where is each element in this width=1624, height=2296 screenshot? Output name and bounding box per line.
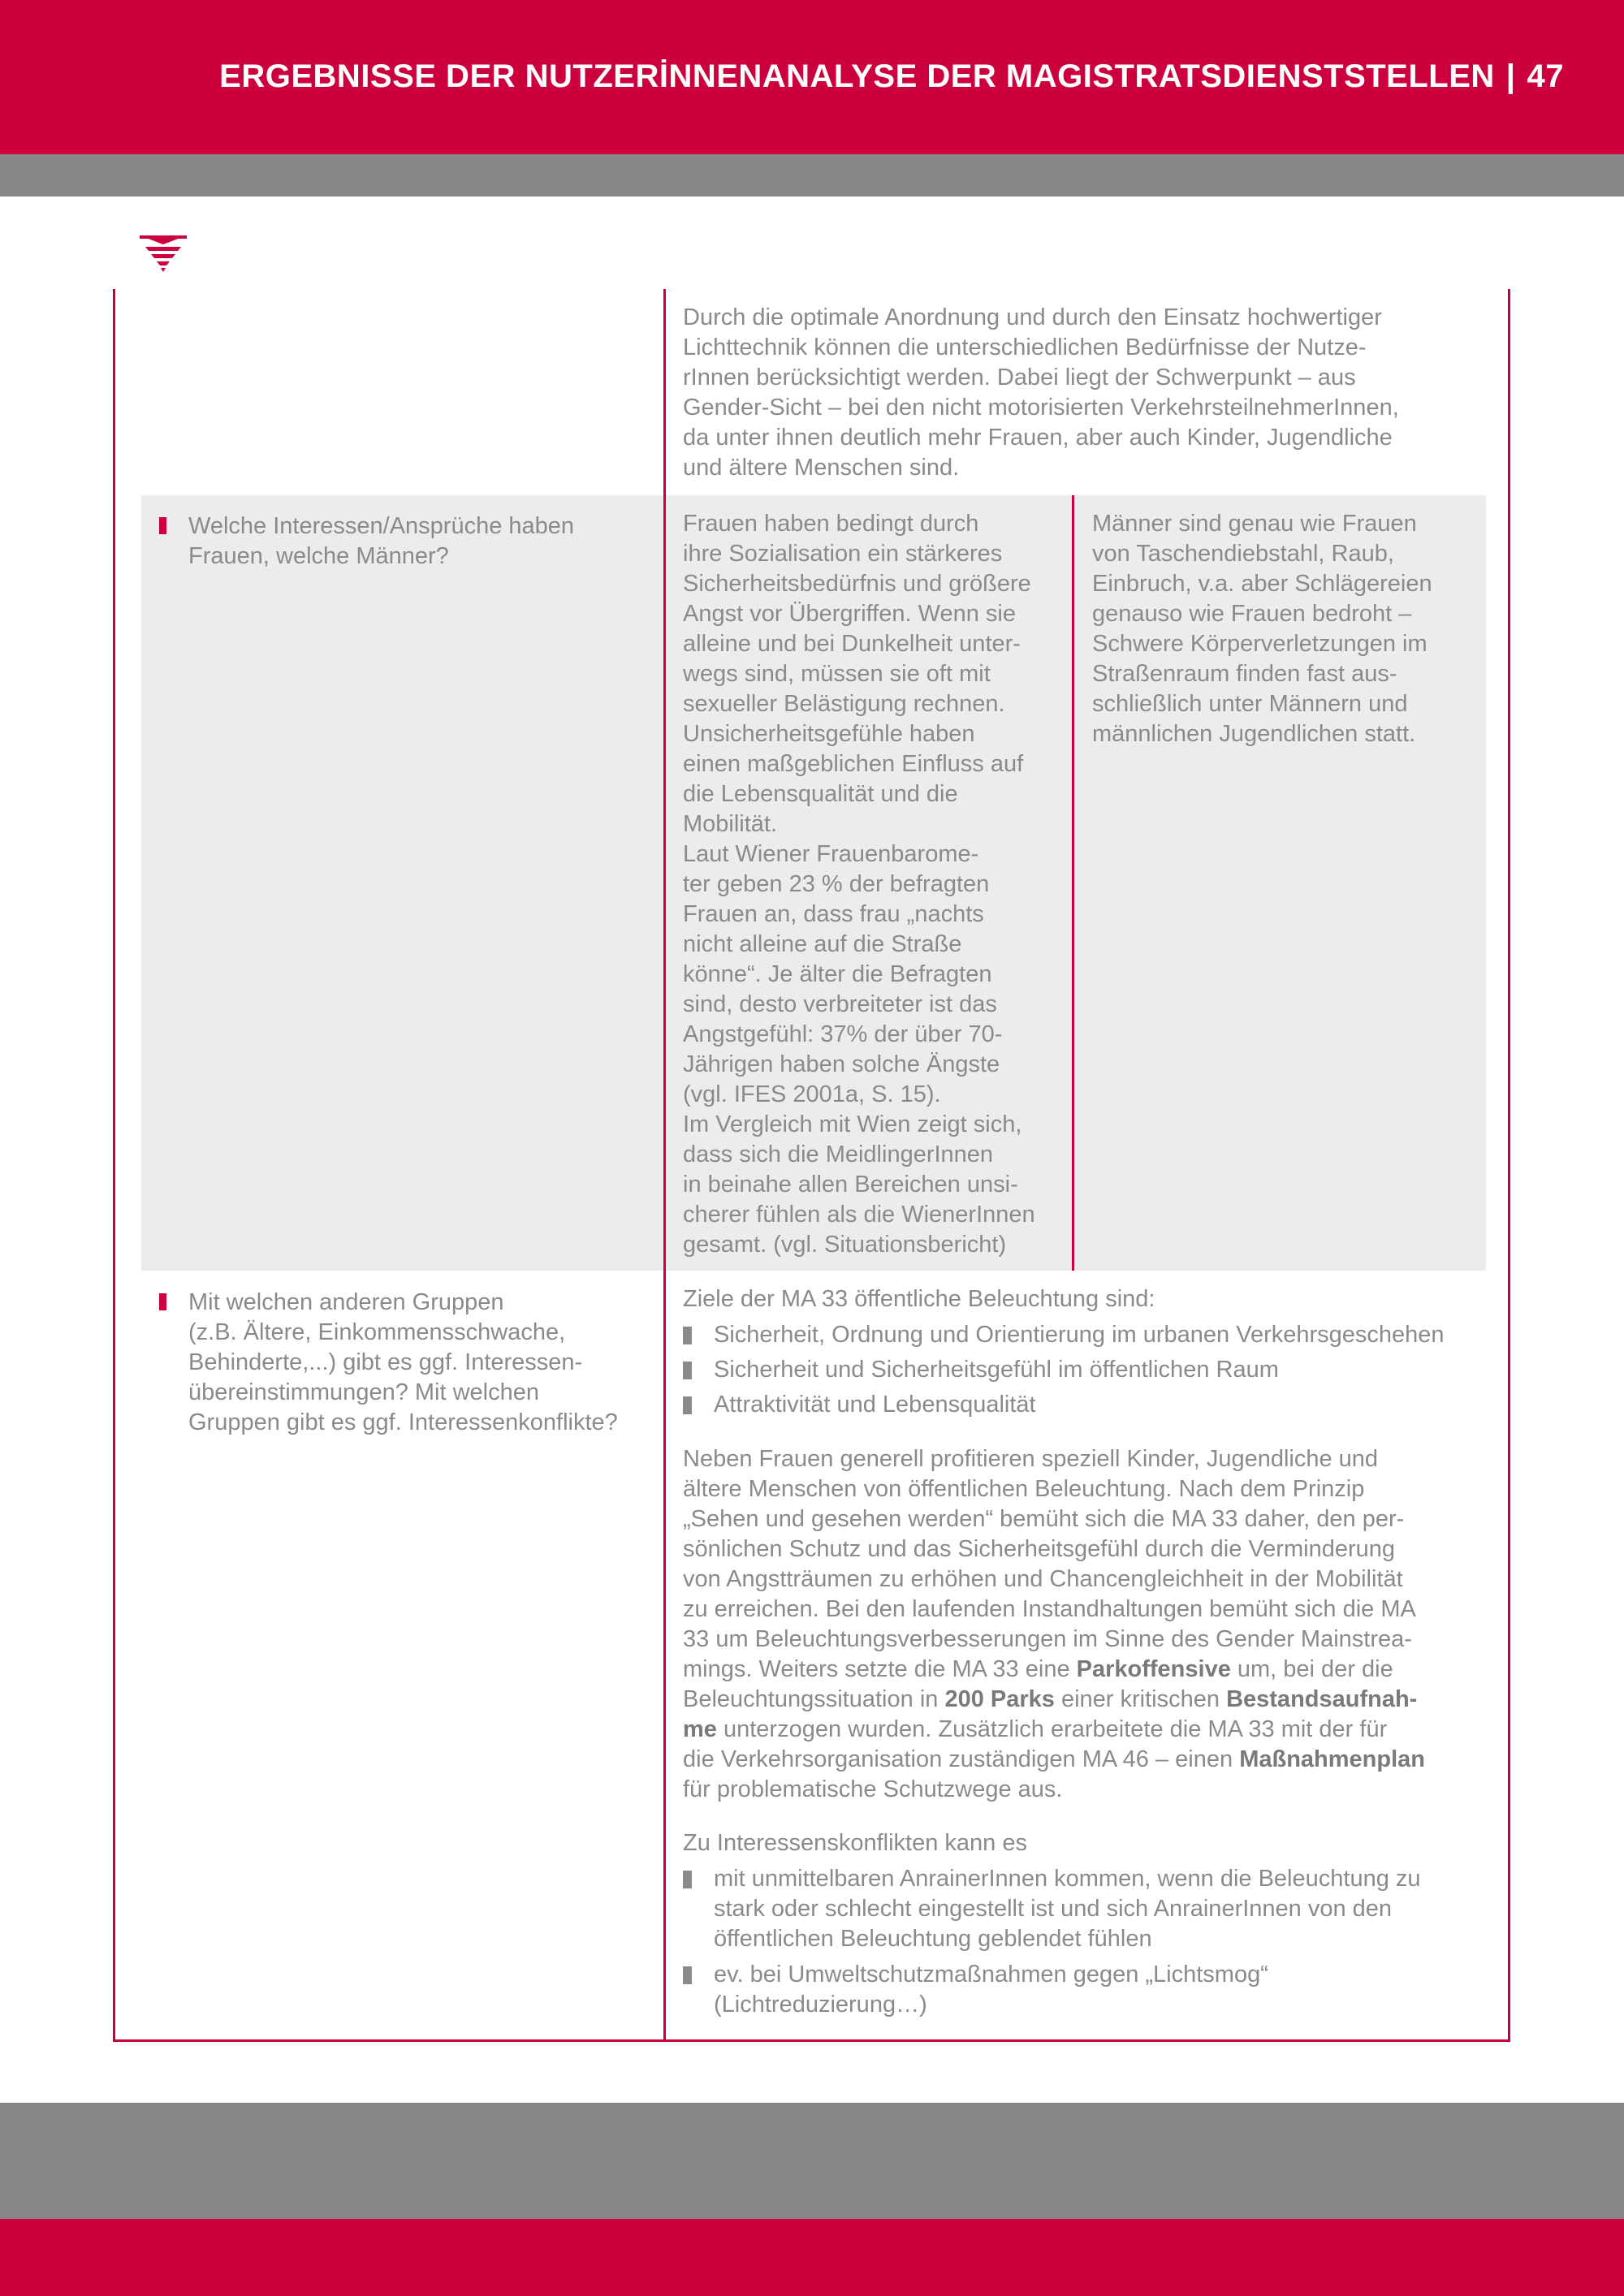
intro-paragraph: Durch die optimale Anordnung und durch den Einsatz hochwertiger Lichttechnik können die unterschiedlichen Bedürfnisse der Nutze- rInnen berücksichtigt werden. Dabei liegt der Schwerpunkt – aus Gender-Sicht – bei den nicht motorisierten VerkehrsteilnehmerInnen, da unter ihnen deutlich mehr Frauen, aber auch Kinder, Jugendliche und ältere Menschen sind. [683, 304, 1399, 481]
page-number: 47 [1527, 58, 1564, 94]
list-item: mit unmittelbaren AnrainerInnen kommen, wenn die Beleuchtung zu stark oder schlecht eingestellt ist und sich AnrainerInnen von den öffentlichen Beleuchtung geblendet fühlen [683, 1864, 1503, 1954]
goals-intro: Ziele der MA 33 öffentliche Beleuchtung sind: [683, 1286, 1155, 1312]
list-bullet-icon [683, 1327, 692, 1344]
triangle-logo-icon [140, 235, 187, 273]
list-item: Attraktivität und Lebensqualität [683, 1390, 1503, 1420]
list-item: ev. bei Umweltschutzmaßnahmen gegen „Lichtsmog“ (Lichtreduzierung…) [683, 1960, 1503, 2020]
list-item: Sicherheit, Ordnung und Orientierung im urbanen Verkehrsgeschehen [683, 1320, 1503, 1350]
page-header [219, 58, 1564, 95]
header-title: ERGEBNISSE DER NUTZERİNNENANALYSE DER MAGISTRATSDIENSTSTELLEN [219, 58, 1495, 94]
header-gray-band [0, 154, 1624, 196]
benefits-paragraph: Neben Frauen generell profitieren speziell Kinder, Jugendliche und ältere Menschen von öffentlichen Beleuchtung. Nach dem Prinzip „Sehen und gesehen werden“ bemüht sich die MA 33 daher, den per- sönlichen Schutz und das Sicherheitsgefühl durch die Verminderung von Angstträumen zu erhöhen und Chancengleichheit in der Mobilität zu erreichen. Bei den laufenden Instandhaltungen bemüht sich die MA 33 um Beleuchtungsverbesserungen im Sinne des Gender Mainstrea- mings. Weiters setzte die MA 33 eine Parkoffensive um, bei der die Beleuchtungssituation in 200 Parks einer kritischen Bestandsaufnah- me unterzogen wurden. Zusätzlich erarbeitete die MA 33 mit der für die Verkehrsorganisation zuständigen MA 46 – einen Maßnahmenplan für problematische Schutzwege aus. [683, 1446, 1425, 1802]
footer-gray-band [0, 2103, 1624, 2219]
question-bullet-1 [159, 517, 166, 534]
men-answer: Männer sind genau wie Frauen von Taschendiebstahl, Raub, Einbruch, v.a. aber Schlägereien genauso wie Frauen bedroht – Schwere Körperverletzungen im Straßenraum finden fast aus- schließlich unter Männern und männlichen Jugendlichen statt. [1092, 511, 1432, 747]
table-border-middle [663, 289, 666, 2042]
list-bullet-icon [683, 1362, 692, 1379]
question-1: Welche Interessen/Ansprüche haben Frauen, welche Männer? [188, 513, 575, 569]
conflicts-intro: Zu Interessenskonflikten kann es [683, 1830, 1027, 1856]
groups-answer [683, 1284, 1503, 2020]
footer-band [0, 2219, 1624, 2296]
header-separator: | [1505, 58, 1516, 94]
list-bullet-icon [683, 1966, 692, 1984]
list-item: Sicherheit und Sicherheitsgefühl im öffentlichen Raum [683, 1355, 1503, 1385]
table-border-right [1508, 289, 1510, 2042]
table-border-bottom [113, 2039, 1510, 2042]
women-answer: Frauen haben bedingt durch ihre Sozialisation ein stärkeres Sicherheitsbedürfnis und größere Angst vor Übergriffen. Wenn sie alleine und bei Dunkelheit unter- wegs sind, müssen sie oft mit sexueller Belästigung rechnen. Unsicherheitsgefühle haben einen maßgeblichen Einfluss auf die Lebensqualität und die Mobilität. Laut Wiener Frauenbarome- ter geben 23 % der befragten Frauen an, dass frau „nachts nicht alleine auf die Straße könne“. Je älter die Befragten sind, desto verbreiteter ist das Angstgefühl: 37% der über 70- Jährigen haben solche Ängste (vgl. IFES 2001a, S. 15). Im Vergleich mit Wien zeigt sich, dass sich die MeidlingerInnen in beinahe allen Bereichen unsi- cherer fühlen als die WienerInnen gesamt. (vgl. Situationsbericht) [683, 511, 1035, 1258]
conflicts-list [683, 1864, 1503, 2020]
column-divider-inner [1072, 495, 1074, 1271]
goals-list [683, 1320, 1503, 1420]
list-bullet-icon [683, 1396, 692, 1414]
list-bullet-icon [683, 1871, 692, 1888]
question-bullet-2 [159, 1293, 166, 1310]
question-2: Mit welchen anderen Gruppen (z.B. Ältere, Einkommensschwache, Behinderte,...) gibt es ggf. Interessen- übereinstimmungen? Mit welchen Gruppen gibt es ggf. Interessenkonflikte? [188, 1289, 618, 1435]
table-border-left [113, 289, 115, 2042]
